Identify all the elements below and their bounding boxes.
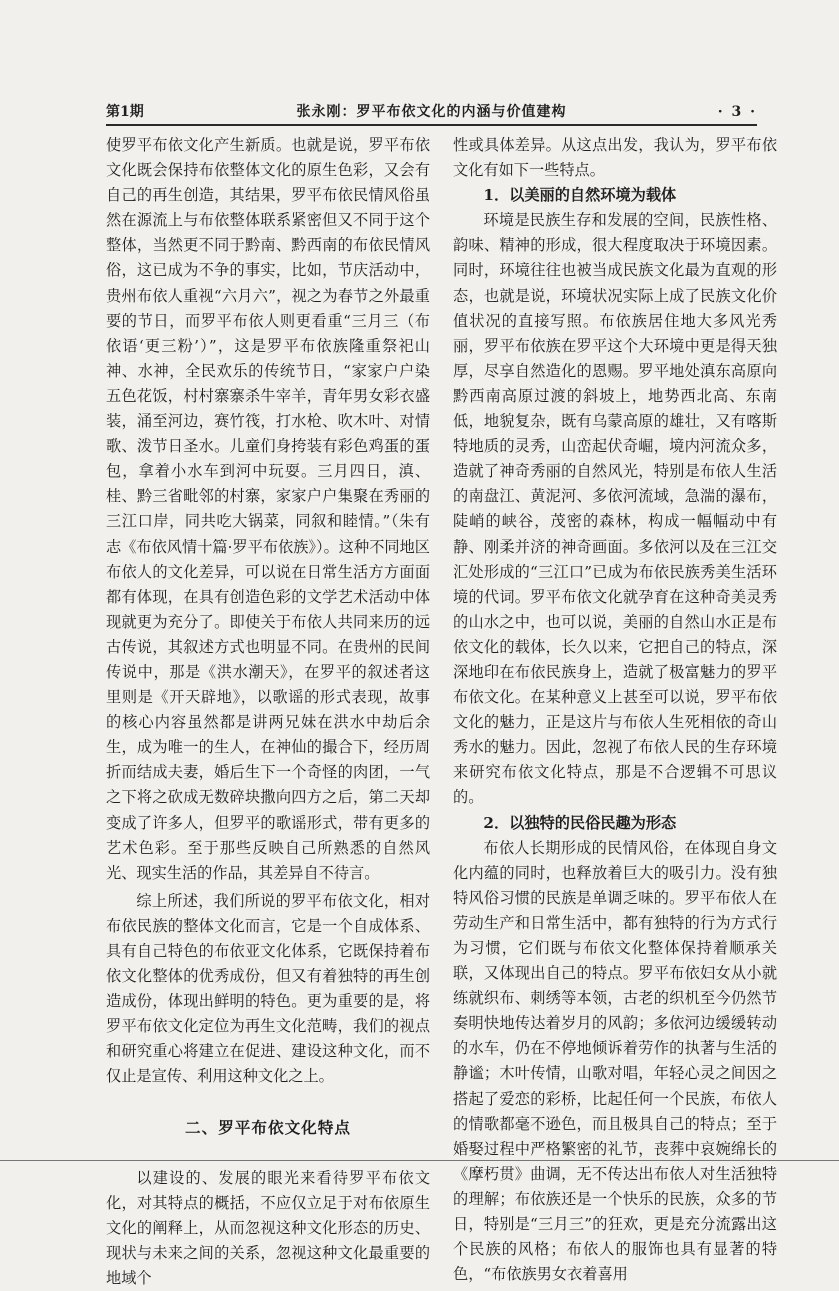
- right-column: [453, 133, 777, 1287]
- section-heading: 二、罗平布依文化特点: [185, 1117, 351, 1137]
- paragraph: 布依人长期形成的民情风俗，在体现自身文化内蕴的同时，也释放着巨大的吸引力。没有独特风俗习惯的民族是单调乏味的。罗平布依人在劳动生产和日常生活中，都有独特的行为方式行为习惯，它们既与布依文化整体保持着顺承关联，又体现出自己的特点。罗平布依妇女从小就练就织布、刺绣等本领，古老的织机至今仍然节奏明快地传达着岁月的风韵；多依河边缓缓转动的水车，仍在不停地倾诉着劳作的执著与生活的静谧；木叶传情，山歌对唱，年轻心灵之间因之搭起了爱恋的彩桥，比起任何一个民族，布依人的情歌都毫不逊色，而且极具自己的特点；至于婚娶过程中严格繁密的礼节，丧葬中哀婉绵长的《摩朽贯》曲调，无不传达出布依人对生活独特的理解；布依族还是一个快乐的民族，众多的节日，特别是“三月三”的狂欢，更是充分流露出这个民族的风格；布依人的服饰也具有显著的特色，“布依族男女衣着喜用: [453, 838, 777, 1284]
- paragraph: 使罗平布依文化产生新质。也就是说，罗平布依文化既会保持布依整体文化的原生色彩，又会有自己的再生创造，其结果，罗平布依民情风俗虽然在源流上与布依整体联系紧密但又不同于这个整体，当然更不同于黔南、黔西南的布依民情风俗，这已成为不争的事实，比如，节庆活动中，贵州布依人重视“六月六”，视之为春节之外最重要的节日，而罗平布依人则更看重“三月三（布依语‘更三粉’）”，这是罗平布依族隆重祭祀山神、水神，全民欢乐的传统节日，“家家户户染五色花饭，村村寨寨杀牛宰羊，青年男女彩衣盛装，涌至河边，赛竹筏，打水枪、吹木叶、对情歌、泼节日圣水。儿童们身挎装有彩色鸡蛋的蛋包，拿着小水车到河中玩耍。三月四日，滇、桂、黔三省毗邻的村寨，家家户户集聚在秀丽的三江口岸，同共吃大锅菜，同叙和睦情。”（朱有志《布依风情十篇·罗平布依族》）。这种不同地区布依人的文化差异，可以说在日常生活方方面面都有体现，在具有创造色彩的文学艺术活动中体现就更为充分了。即使关于布依人共同来历的远古传说，其叙述方式也明显不同。在贵州的民间传说中，那是《洪水潮天》，在罗平的叙述者这里则是《开天辟地》，以歌谣的形式表现，故事的核心内容虽然都是讲两兄妹在洪水中劫后余生，成为唯一的生人，在神仙的撮合下，经历周折而结成夫妻，婚后生下一个奇怪的肉团，一气之下将之砍成无数碎块撒向四方之后，第二天却变成了许多人，但罗平的歌谣形式，带有更多的艺术色彩。至于那些反映自己所熟悉的自然风光、现实生活的作品，其差异自不待言。: [106, 136, 430, 882]
- page-number: · 3 ·: [717, 104, 757, 120]
- paragraph: 以建设的、发展的眼光来看待罗平布依文化，对其特点的概括，不应仅立足于对布依原生文化的阐释上，从而忽视这种文化形态的历史、现状与未来之间的关系，忽视这种文化最重要的地域个: [106, 1168, 430, 1287]
- running-title: 张永刚：罗平布依文化的内涵与价值建构: [296, 104, 567, 120]
- paragraph: 综上所述，我们所说的罗平布依文化，相对布依民族的整体文化而言，它是一个自成体系、具有自己特色的布依亚文化体系，它既保持着布依文化整体的优秀成份，但又有着独特的再生创造成份，体现出鲜明的特色。更为重要的是，将罗平布依文化定位为再生文化范畴，我们的视点和研究重心将建立在促进、建设这种文化，而不仅止是宣传、利用这种文化之上。: [106, 891, 430, 1086]
- paragraph: 环境是民族生存和发展的空间，民族性格、韵味、精神的形成，很大程度取决于环境因素。同时，环境往往也被当成民族文化最为直观的形态，也就是说，环境状况实际上成了民族文化价值状况的直接写照。布依族居住地大多风光秀丽，罗平布依族在罗平这个大环境中更是得天独厚，尽享自然造化的恩赐。罗平地处滇东高原向黔西南高原过渡的斜坡上，地势西北高、东南低，地貌复杂，既有乌蒙高原的雄壮，又有喀斯特地质的灵秀，山峦起伏奇崛，境内河流众多，造就了神奇秀丽的自然风光，特别是布依人生活的南盘江、黄泥河、多依河流域，急湍的瀑布，陡峭的峡谷，茂密的森林，构成一幅幅动中有静、刚柔并济的神奇画面。多依河以及在三江交汇处形成的“三江口”已成为布依民族秀美生活环境的代词。罗平布依文化就孕育在这种奇美灵秀的山水之中，也可以说，美丽的自然山水正是布依文化的载体，长久以来，它把自己的特点，深深地印在布依民族身上，造就了极富魅力的罗平布依文化。在某种意义上甚至可以说，罗平布依文化的魅力，正是这片与布依人生死相依的奇山秀水的魅力。因此，忽视了布依人民的生存环境来研究布依文化特点，那是不合逻辑不可思议的。: [453, 211, 777, 807]
- left-column: [106, 133, 430, 1291]
- paragraph: 性或具体差异。从这点出发，我认为，罗平布依文化有如下一些特点。: [453, 136, 777, 180]
- header-rule: [106, 124, 757, 126]
- issue-label: 第1期: [106, 104, 144, 120]
- footer-rule: [0, 1160, 839, 1161]
- subsection-heading: 2．以独特的民俗民趣为形态: [483, 813, 677, 832]
- subsection-heading: 1．以美丽的自然环境为载体: [483, 186, 677, 205]
- running-header: [106, 101, 757, 123]
